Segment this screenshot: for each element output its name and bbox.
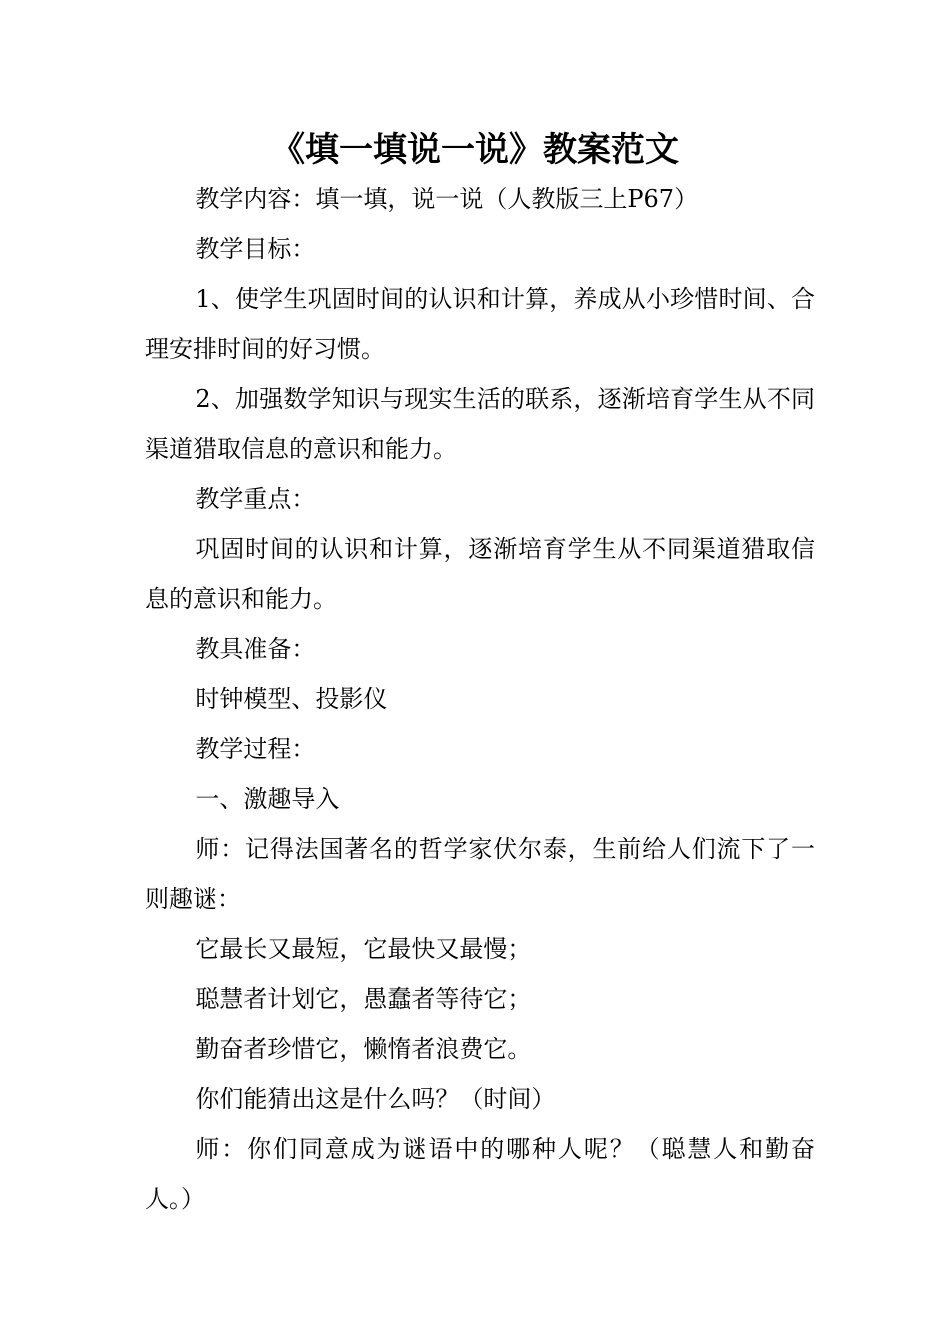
paragraph-teaching-content: 教学内容：填一填，说一说（人教版三上P67） [195, 185, 699, 213]
paragraph-teacher-question: 师：你们同意成为谜语中的哪种人呢？（聪慧人和勤奋人。） [145, 1135, 815, 1213]
paragraph-goal-2: 2、加强数学知识与现实生活的联系，逐渐培育学生从不同渠道猎取信息的意识和能力。 [145, 385, 815, 463]
paragraph-riddle-line-1: 它最长又最短，它最快又最慢； [195, 935, 532, 963]
paragraph-teacher-riddle-intro: 师：记得法国著名的哲学家伏尔泰，生前给人们流下了一则趣谜： [145, 835, 815, 913]
paragraph-materials-heading: 教具准备： [195, 635, 316, 663]
paragraph-riddle-question: 你们能猜出这是什么吗？（时间） [195, 1085, 556, 1113]
paragraph-process-heading: 教学过程： [195, 735, 316, 763]
paragraph-key-points-heading: 教学重点： [195, 485, 316, 513]
paragraph-section-1-heading: 一、激趣导入 [195, 785, 340, 813]
paragraph-riddle-line-3: 勤奋者珍惜它，懒惰者浪费它。 [195, 1035, 532, 1063]
document-body [145, 174, 815, 1224]
paragraph-key-points: 巩固时间的认识和计算，逐渐培育学生从不同渠道猎取信息的意识和能力。 [145, 535, 815, 613]
paragraph-riddle-line-2: 聪慧者计划它，愚蠢者等待它； [195, 985, 532, 1013]
paragraph-materials: 时钟模型、投影仪 [195, 685, 388, 713]
paragraph-teaching-goals-heading: 教学目标： [195, 235, 316, 263]
paragraph-goal-1: 1、使学生巩固时间的认识和计算，养成从小珍惜时间、合理安排时间的好习惯。 [145, 285, 815, 363]
document-title: 《填一填说一说》教案范文 [271, 130, 679, 170]
